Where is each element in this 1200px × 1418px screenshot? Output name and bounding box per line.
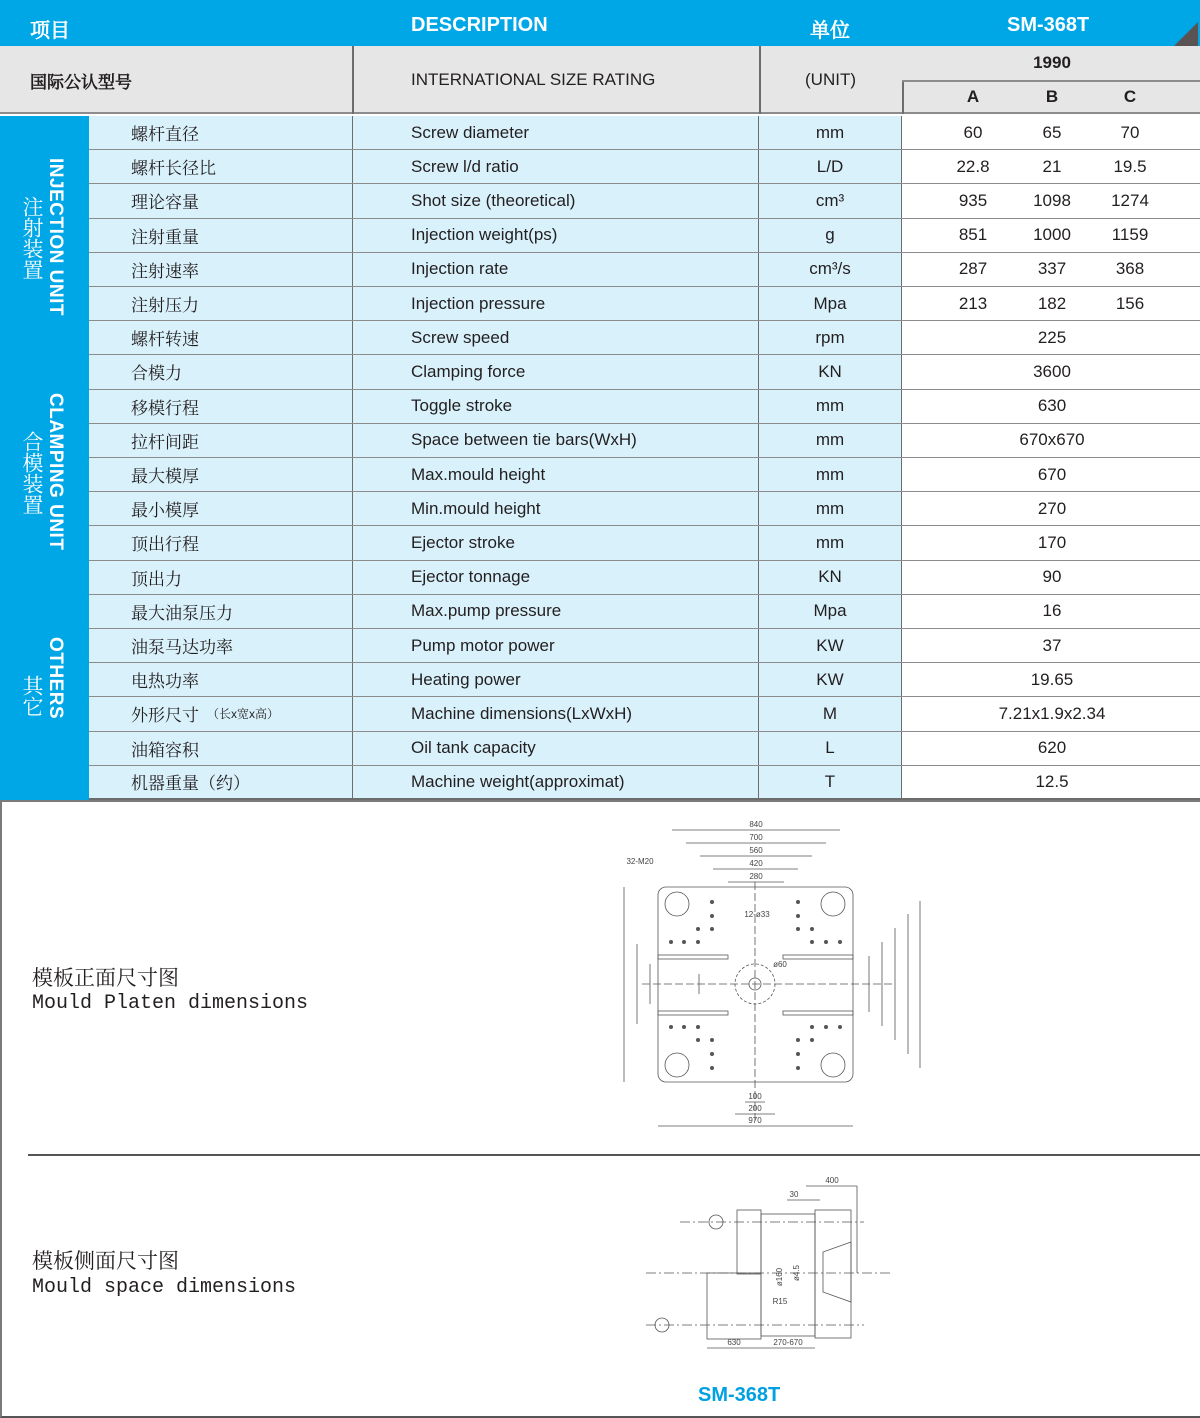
row-label-cn: 顶出行程: [89, 526, 353, 559]
svg-text:ø4.5: ø4.5: [792, 1264, 801, 1282]
header-item: 项目: [30, 20, 70, 42]
row-label-en: Screw speed: [353, 321, 759, 354]
row-label-en: Ejector tonnage: [353, 561, 759, 594]
table-row: [89, 595, 1200, 629]
row-label-en: Shot size (theoretical): [353, 184, 759, 217]
row-values: [902, 424, 1200, 457]
platen-title-en: Mould Platen dimensions: [32, 992, 309, 1015]
row-label-cn: 顶出力: [89, 561, 353, 594]
value: 270: [1037, 498, 1067, 518]
value-a: 60: [963, 122, 983, 142]
platen-title-cn: 模板正面尺寸图: [32, 966, 179, 990]
corner-decoration: [1174, 22, 1198, 46]
svg-text:270-670: 270-670: [773, 1338, 803, 1347]
table-row: [89, 287, 1200, 321]
section-clamping: [0, 355, 1200, 594]
row-values: [902, 458, 1200, 491]
row-label-cn: 注射速率: [89, 253, 353, 286]
row-label-cn: 油箱容积: [89, 732, 353, 765]
row-unit: g: [759, 219, 902, 252]
row-label-cn: 移模行程: [89, 390, 353, 423]
value: 620: [1037, 738, 1067, 758]
row-values: [902, 595, 1200, 628]
table-row: [89, 732, 1200, 766]
subheader-description: INTERNATIONAL SIZE RATING: [411, 70, 656, 89]
row-label-en: Max.pump pressure: [353, 595, 759, 628]
variant-a: A: [966, 87, 980, 106]
svg-text:840: 840: [749, 820, 763, 829]
value: 16: [1042, 601, 1062, 621]
value: 630: [1037, 396, 1067, 416]
value-b: 65: [1042, 122, 1062, 142]
row-values: [902, 663, 1200, 696]
svg-text:ø60: ø60: [773, 960, 787, 969]
row-label-en: Min.mould height: [353, 492, 759, 525]
table-row: [89, 424, 1200, 458]
row-unit: KN: [759, 355, 902, 388]
section-injection: [0, 116, 1200, 355]
section-label-clamping: [0, 355, 89, 594]
row-label-en: Heating power: [353, 663, 759, 696]
row-label-en: Machine weight(approximat): [353, 766, 759, 798]
row-label-en: Screw l/d ratio: [353, 150, 759, 183]
row-values: [902, 526, 1200, 559]
row-unit: cm³: [759, 184, 902, 217]
table-row: [89, 219, 1200, 253]
value-a: 851: [958, 225, 988, 245]
value-c: 1274: [1111, 190, 1149, 210]
row-label-cn: 最大油泵压力: [89, 595, 353, 628]
row-values: [902, 697, 1200, 730]
row-unit: T: [759, 766, 902, 798]
value-a: 213: [958, 293, 988, 313]
row-unit: mm: [759, 526, 902, 559]
row-unit: rpm: [759, 321, 902, 354]
value-b: 182: [1037, 293, 1067, 313]
table-row: [89, 526, 1200, 560]
table-row: [89, 663, 1200, 697]
subheader-item: 国际公认型号: [30, 72, 132, 92]
row-unit: L/D: [759, 150, 902, 183]
table-row: [89, 321, 1200, 355]
row-unit: KW: [759, 629, 902, 662]
row-values: [902, 184, 1200, 217]
row-values: [902, 253, 1200, 286]
section-label-others: [0, 595, 89, 800]
row-label-note: （长x宽x高）: [207, 707, 280, 722]
svg-text:280: 280: [749, 872, 763, 881]
row-values: [902, 116, 1200, 149]
value: 37: [1042, 635, 1062, 655]
row-unit: mm: [759, 390, 902, 423]
table-row: [89, 629, 1200, 663]
value-c: 19.5: [1113, 156, 1147, 176]
value-c: 70: [1120, 122, 1140, 142]
table-row: [89, 355, 1200, 389]
value: 170: [1037, 532, 1067, 552]
svg-text:560: 560: [749, 846, 763, 855]
table-row: [89, 116, 1200, 150]
table-header: [0, 0, 1200, 46]
table-row: [89, 150, 1200, 184]
variant-b: B: [1045, 87, 1059, 106]
variant-c: C: [1123, 87, 1137, 106]
row-label-cn: 螺杆长径比: [89, 150, 353, 183]
model-caption: SM-368T: [698, 1384, 781, 1406]
row-unit: M: [759, 697, 902, 730]
row-unit: cm³/s: [759, 253, 902, 286]
value: 7.21x1.9x2.34: [998, 703, 1106, 723]
value-b: 21: [1042, 156, 1062, 176]
table-subheader: [0, 46, 1200, 114]
header-model: SM-368T: [1007, 14, 1090, 36]
value-b: 1000: [1033, 225, 1071, 245]
row-label-cn: 螺杆直径: [89, 116, 353, 149]
row-label-cn: 机器重量（约）: [89, 766, 353, 798]
section-label-cn: 合模装置: [20, 431, 44, 516]
value-a: 22.8: [956, 156, 990, 176]
divider: [902, 80, 904, 114]
row-label-cn: 注射压力: [89, 287, 353, 320]
row-unit: mm: [759, 116, 902, 149]
divider: [352, 46, 354, 114]
row-values: [902, 732, 1200, 765]
value: 670x670: [1019, 430, 1085, 450]
svg-text:100: 100: [748, 1092, 762, 1101]
table-row: [89, 492, 1200, 526]
row-values: [902, 219, 1200, 252]
row-values: [902, 561, 1200, 594]
space-drawing: [602, 1172, 922, 1372]
row-label-en: Ejector stroke: [353, 526, 759, 559]
table-row: [89, 253, 1200, 287]
row-label-cn: 螺杆转速: [89, 321, 353, 354]
value-a: 287: [958, 259, 988, 279]
value: 225: [1037, 327, 1067, 347]
value-c: 368: [1115, 259, 1145, 279]
row-label-cn: 理论容量: [89, 184, 353, 217]
row-unit: mm: [759, 492, 902, 525]
svg-text:30: 30: [789, 1190, 799, 1199]
value-b: 1098: [1033, 190, 1071, 210]
svg-text:ø160: ø160: [775, 1267, 784, 1287]
svg-text:400: 400: [825, 1176, 839, 1185]
row-label-en: Injection weight(ps): [353, 219, 759, 252]
section-label-en: CLAMPING UNIT: [45, 393, 66, 551]
section-label-en: OTHERS: [45, 636, 66, 719]
row-label-en: Injection rate: [353, 253, 759, 286]
svg-text:420: 420: [749, 859, 763, 868]
row-label-cn-text: 外形尺寸: [131, 706, 199, 726]
row-values: [902, 287, 1200, 320]
value-b: 337: [1037, 259, 1067, 279]
section-label-en: INJECTION UNIT: [45, 158, 66, 316]
row-values: [902, 766, 1200, 798]
svg-text:630: 630: [727, 1338, 741, 1347]
diagram-area: [0, 800, 1200, 1418]
value: 3600: [1033, 361, 1071, 381]
row-label-cn: 最大模厚: [89, 458, 353, 491]
row-label-en: Toggle stroke: [353, 390, 759, 423]
row-label-cn: 拉杆间距: [89, 424, 353, 457]
row-unit: Mpa: [759, 287, 902, 320]
svg-text:32-M20: 32-M20: [626, 857, 654, 866]
row-label-en: Pump motor power: [353, 629, 759, 662]
row-unit: L: [759, 732, 902, 765]
section-label-cn: 注射装置: [20, 196, 44, 280]
value-c: 156: [1115, 293, 1145, 313]
svg-text:970: 970: [748, 1116, 762, 1125]
row-label-en: Clamping force: [353, 355, 759, 388]
row-label-cn: 合模力: [89, 355, 353, 388]
row-values: [902, 321, 1200, 354]
row-label-cn: 注射重量: [89, 219, 353, 252]
table-row: [89, 766, 1200, 800]
table-row: [89, 458, 1200, 492]
row-unit: Mpa: [759, 595, 902, 628]
table-row: [89, 390, 1200, 424]
row-label-en: Machine dimensions(LxWxH): [353, 697, 759, 730]
row-unit: mm: [759, 424, 902, 457]
svg-text:700: 700: [749, 833, 763, 842]
row-label-en: Oil tank capacity: [353, 732, 759, 765]
subheader-unit: (UNIT): [805, 70, 856, 89]
row-label-en: Space between tie bars(WxH): [353, 424, 759, 457]
section-label-injection: [0, 116, 89, 355]
section-label-cn: 其它: [20, 674, 44, 717]
row-values: [902, 492, 1200, 525]
row-unit: KN: [759, 561, 902, 594]
row-label-cn: 电热功率: [89, 663, 353, 696]
value: 19.65: [1030, 669, 1074, 689]
space-title-cn: 模板侧面尺寸图: [32, 1249, 179, 1273]
value: 12.5: [1035, 771, 1069, 791]
space-title-en: Mould space dimensions: [32, 1276, 297, 1299]
row-values: [902, 150, 1200, 183]
row-values: [902, 390, 1200, 423]
row-label-en: Max.mould height: [353, 458, 759, 491]
section-others: [0, 595, 1200, 800]
row-label-cn: 最小模厚: [89, 492, 353, 525]
row-label-cn: 油泵马达功率: [89, 629, 353, 662]
table-row: [89, 561, 1200, 595]
value-c: 1159: [1111, 225, 1149, 245]
header-unit: 单位: [810, 20, 850, 42]
model-size: 1990: [1033, 53, 1071, 72]
table-row: [89, 184, 1200, 218]
row-unit: mm: [759, 458, 902, 491]
svg-text:12-ø33: 12-ø33: [744, 910, 770, 919]
svg-text:R15: R15: [772, 1297, 788, 1306]
value: 670: [1037, 464, 1067, 484]
row-unit: KW: [759, 663, 902, 696]
section-divider: [28, 1154, 1200, 1156]
value: 90: [1042, 567, 1062, 587]
row-label-en: Injection pressure: [353, 287, 759, 320]
row-label-cn: [89, 697, 353, 730]
row-label-en: Screw diameter: [353, 116, 759, 149]
header-description: DESCRIPTION: [411, 14, 548, 36]
table-row: [89, 697, 1200, 731]
value-a: 935: [958, 190, 988, 210]
platen-drawing: [602, 812, 932, 1142]
row-values: [902, 355, 1200, 388]
svg-text:200: 200: [748, 1104, 762, 1113]
row-values: [902, 629, 1200, 662]
